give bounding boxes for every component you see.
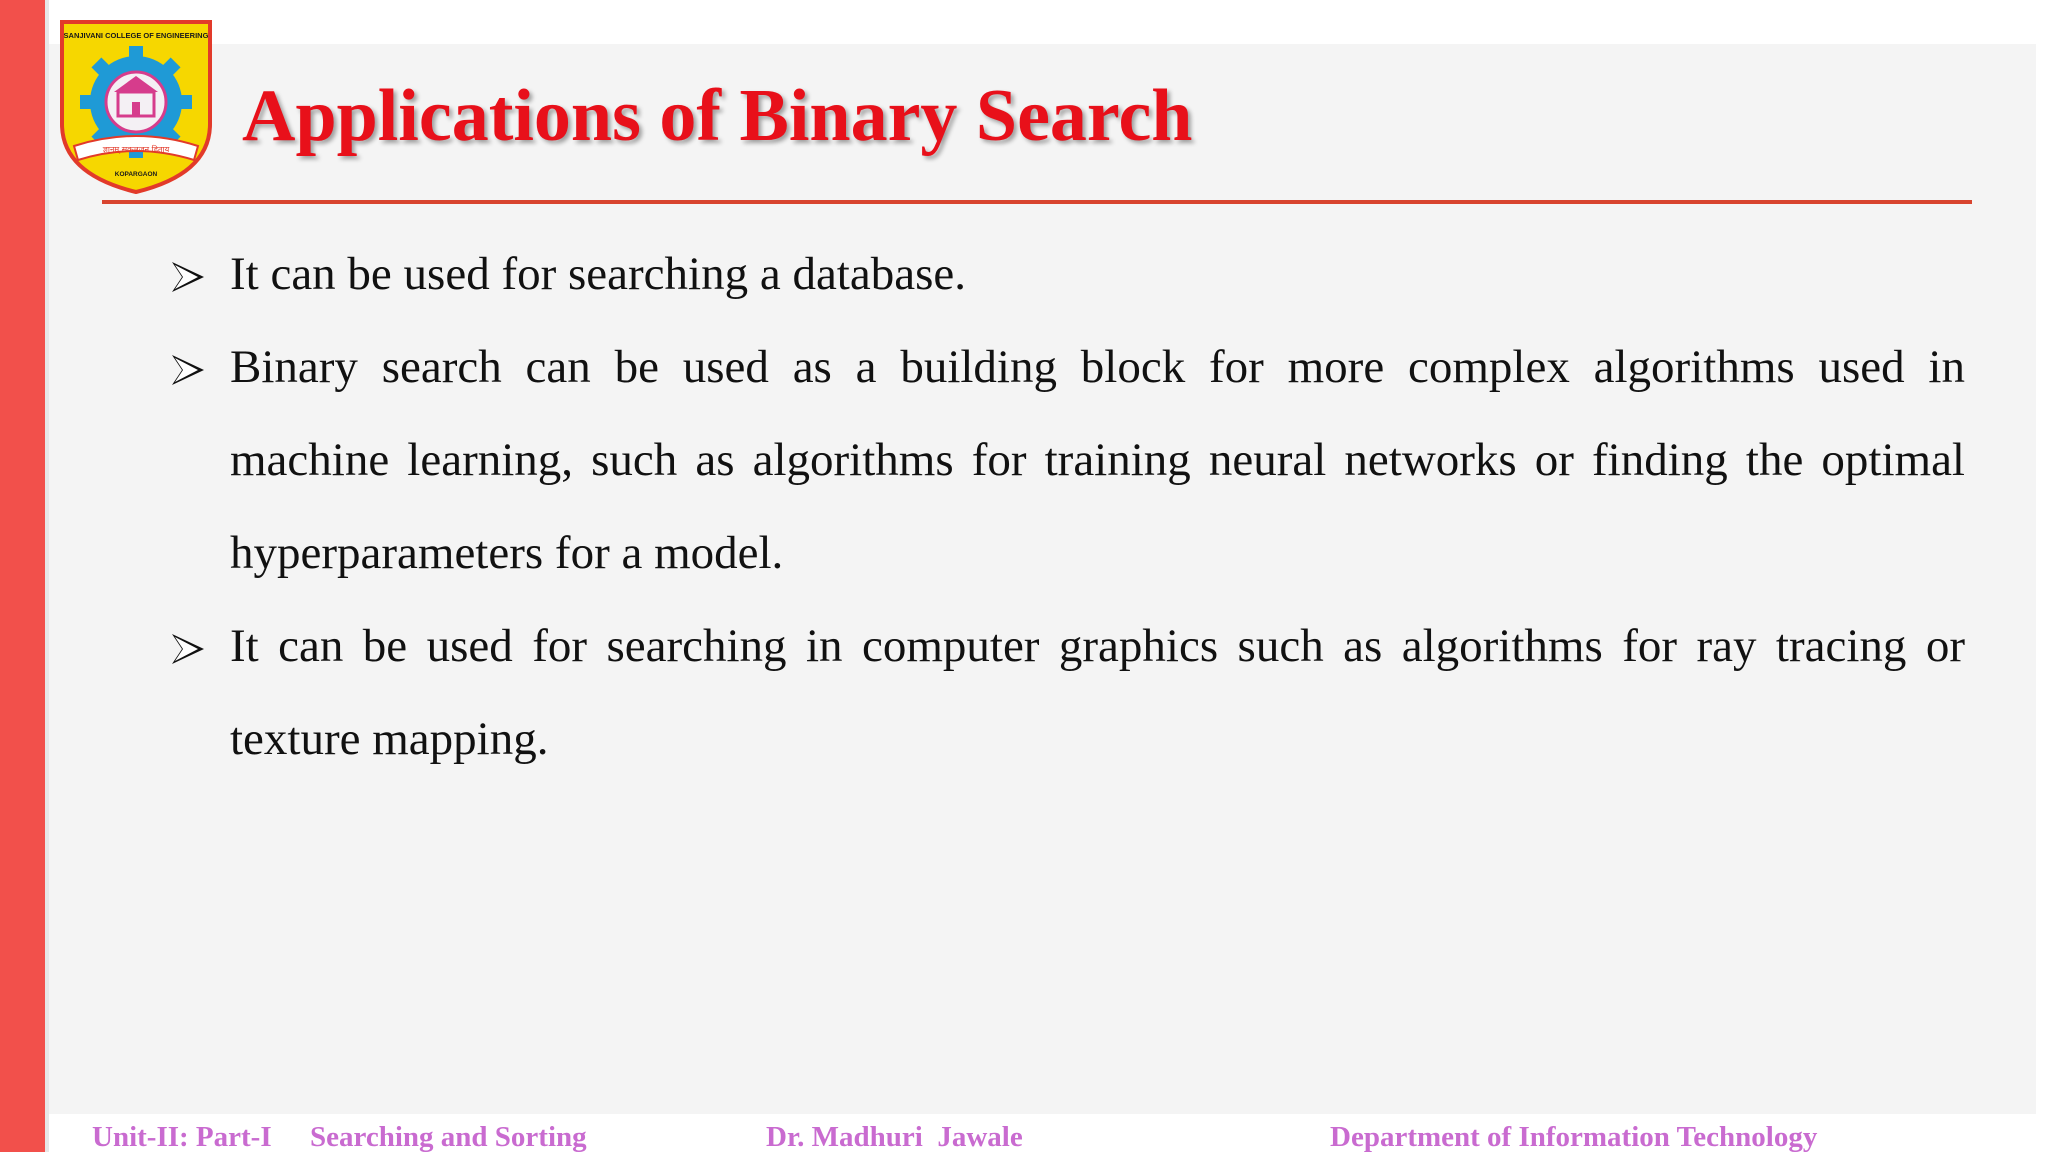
- logo-top-text: SANJIVANI COLLEGE OF ENGINEERING: [63, 31, 209, 40]
- title-divider: [102, 200, 1972, 204]
- footer-unit: Unit-II: Part-I: [92, 1121, 272, 1153]
- footer-author: Dr. Madhuri Jawale: [766, 1121, 1023, 1153]
- left-accent-bar: [0, 0, 47, 1152]
- bullet-item: [170, 228, 1965, 321]
- bullet-list: [170, 228, 1965, 786]
- bullet-text: It can be used for searching in computer graphics such as algorithms for ray tracing or texture mapping.: [230, 620, 1965, 765]
- footer-department: Department of Information Technology: [1330, 1121, 1818, 1153]
- arrow-bullet-icon: [170, 352, 206, 388]
- bullet-item: [170, 321, 1965, 600]
- arrow-bullet-icon: [170, 631, 206, 667]
- slide-title: Applications of Binary Search: [242, 75, 1193, 157]
- bullet-text: It can be used for searching a database.: [230, 248, 966, 300]
- college-logo-icon: [54, 14, 218, 196]
- bullet-item: [170, 600, 1965, 786]
- bullet-text: Binary search can be used as a building block for more complex algorithms used in machine learning, such as algorithms for training neural networks or finding the optimal hyperparameters for a model.: [230, 341, 1965, 579]
- logo-ribbon-text: ज्ञानम् सकलजन हिताय: [102, 145, 170, 154]
- logo-bottom-text: KOPARGAON: [114, 171, 158, 178]
- footer-topic: Searching and Sorting: [310, 1121, 587, 1153]
- arrow-bullet-icon: [170, 259, 206, 295]
